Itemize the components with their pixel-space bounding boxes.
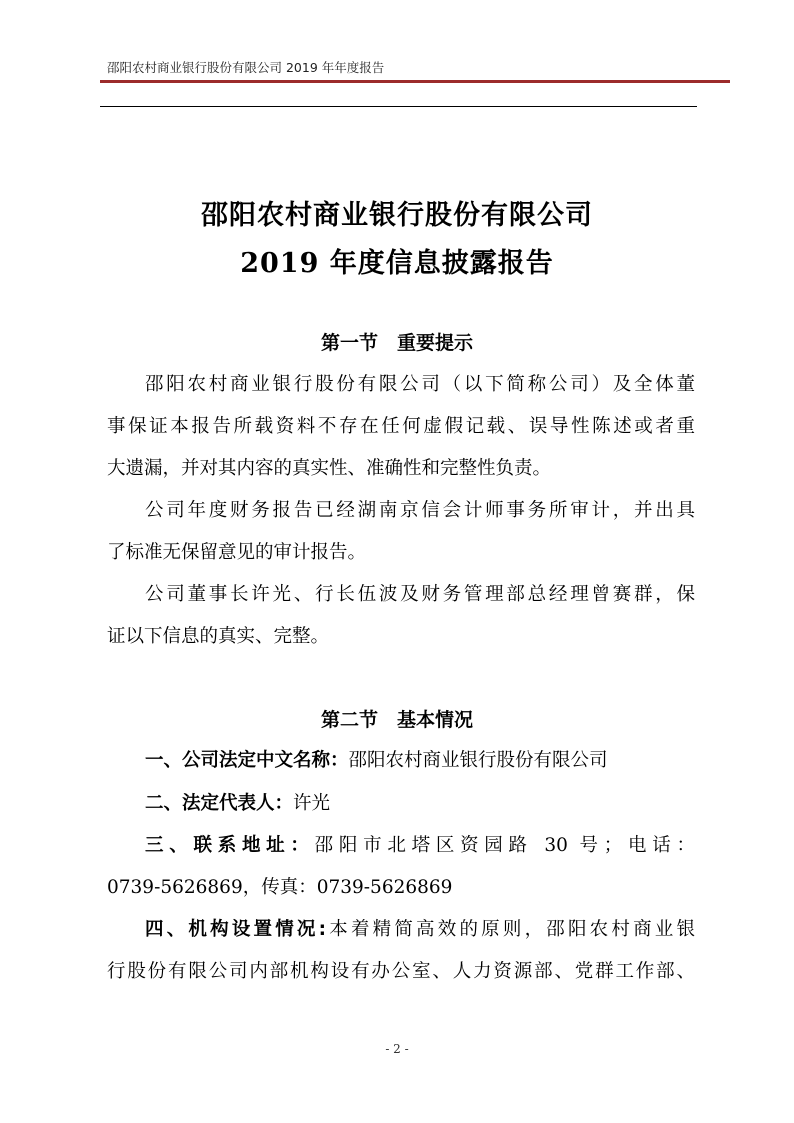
section-heading-2: 第二节 基本情况 xyxy=(320,709,473,731)
paragraph-line: 证以下信息的真实、完整。 xyxy=(107,626,330,647)
header-rule-red xyxy=(100,80,730,83)
paragraph-line: 了标准无保留意见的审计报告。 xyxy=(107,542,367,563)
info-item-name xyxy=(145,746,695,772)
document-title-line1: 邵阳农村商业银行股份有限公司 xyxy=(201,200,593,231)
info-label: 三、联系地址： xyxy=(145,835,315,856)
info-item-organization xyxy=(145,915,695,941)
document-title-line2: 2019 年度信息披露报告 xyxy=(240,248,554,279)
info-label: 二、法定代表人： xyxy=(145,793,294,814)
info-value: 本着精简高效的原则，邵阳农村商业银 xyxy=(326,919,695,940)
header-rule-black xyxy=(100,106,697,107)
info-item-representative xyxy=(145,789,695,815)
info-label: 四、机构设置情况: xyxy=(145,919,327,940)
paragraph-line: 公司年度财务报告已经湖南京信会计师事务所审计，并出具 xyxy=(145,500,695,521)
info-item-address-cont: 0739-5626869，传真：0739-5626869 xyxy=(107,877,453,898)
info-item-address xyxy=(145,831,695,857)
paragraph-line: 事保证本报告所载资料不存在任何虚假记载、误导性陈述或者重 xyxy=(107,416,695,437)
paragraph-line: 大遗漏，并对其内容的真实性、准确性和完整性负责。 xyxy=(107,458,552,479)
info-item-organization-cont: 行股份有限公司内部机构设有办公室、人力资源部、党群工作部、 xyxy=(107,961,695,982)
running-header: 邵阳农村商业银行股份有限公司 2019 年年度报告 xyxy=(107,60,385,75)
info-label: 一、公司法定中文名称： xyxy=(145,750,349,771)
info-value: 邵阳市北塔区资园路 30 号；电话： xyxy=(314,835,695,856)
paragraph-line: 邵阳农村商业银行股份有限公司（以下简称公司）及全体董 xyxy=(145,374,695,395)
info-value: 许光 xyxy=(293,793,331,814)
info-value: 邵阳农村商业银行股份有限公司 xyxy=(348,750,608,771)
paragraph-line: 公司董事长许光、行长伍波及财务管理部总经理曾赛群，保 xyxy=(145,584,695,605)
section-heading-1: 第一节 重要提示 xyxy=(320,332,473,354)
page-number: - 2 - xyxy=(385,1042,409,1056)
